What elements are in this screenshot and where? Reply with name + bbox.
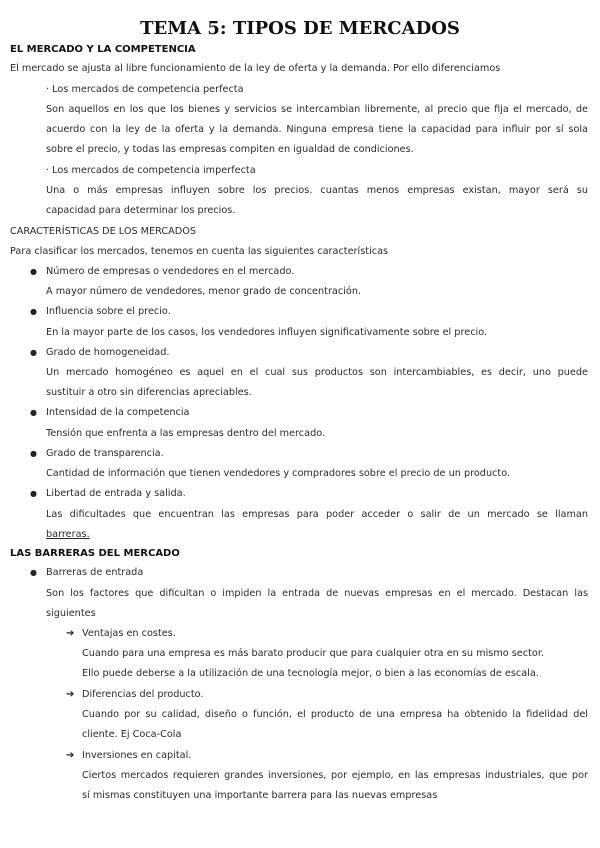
arrow-right-icon: ➔ xyxy=(66,689,75,700)
bullet-icon: ● xyxy=(30,568,37,577)
perfect-competition-line-1: Son aquellos en los que los bienes y servicios se intercambian libremente, al precio que fija el mercado, de xyxy=(46,104,588,115)
char-intensidad-line-1: Tensión que enfrenta a las empresas dentro del mercado. xyxy=(46,428,326,439)
imperfect-competition-line-2: capacidad para determinar los precios. xyxy=(46,205,236,216)
bullet-icon: ● xyxy=(30,449,37,458)
ventajas-costes-title: Ventajas en costes. xyxy=(82,628,176,639)
perfect-competition-label: · Los mercados de competencia perfecta xyxy=(46,84,244,95)
inversiones-capital-title: Inversiones en capital. xyxy=(82,750,192,761)
arrow-right-icon: ➔ xyxy=(66,750,75,761)
arrow-right-icon: ➔ xyxy=(66,628,75,639)
bullet-icon: ● xyxy=(30,267,37,276)
imperfect-competition-line-1: Una o más empresas influyen sobre los precios. cuantas menos empresas existan, mayor será su xyxy=(46,185,588,196)
perfect-competition-line-3: sobre el precio, y todas las empresas compiten en igualdad de condiciones. xyxy=(46,144,414,155)
inversiones-capital-line-1: Ciertos mercados requieren grandes inversiones, por ejemplo, en las empresas industriales, que por xyxy=(82,770,588,781)
section1-intro: El mercado se ajusta al libre funcionamiento de la ley de oferta y la demanda. Por ello diferenciamos xyxy=(10,63,501,74)
diferencias-producto-line-1: Cuando por su calidad, diseño o función, el producto de una empresa ha obtenido la fidelidad del xyxy=(82,709,588,720)
page-title: TEMA 5: TIPOS DE MERCADOS xyxy=(140,18,460,39)
perfect-competition-line-2: acuerdo con la ley de la oferta y la demanda. Ninguna empresa tiene la capacidad para influir por sí sola xyxy=(46,124,588,135)
char-libertad-line-1: Las dificultades que encuentran las empresas para poder acceder o salir de un mercado se llaman xyxy=(46,509,588,520)
section-heading-barreras: LAS BARRERAS DEL MERCADO xyxy=(10,548,180,559)
barreras-entrada-line-1: Son los factores que dificultan o impiden la entrada de nuevas empresas en el mercado. Destacan las xyxy=(46,588,588,599)
char-intensidad-title: Intensidad de la competencia xyxy=(46,407,190,418)
ventajas-costes-line-2: Ello puede deberse a la utilización de una tecnología mejor, o bien a las economías de escala. xyxy=(82,668,539,679)
char-libertad-line-2: barreras. xyxy=(46,529,90,540)
char-transparencia-line-1: Cantidad de información que tienen vendedores y compradores sobre el precio de un producto. xyxy=(46,468,511,479)
bullet-icon: ● xyxy=(30,489,37,498)
section-heading-mercado-competencia: EL MERCADO Y LA COMPETENCIA xyxy=(10,44,196,55)
char-libertad-title: Libertad de entrada y salida. xyxy=(46,488,186,499)
inversiones-capital-line-2: sí mismas constituyen una importante barrera para las nuevas empresas xyxy=(82,790,438,801)
bullet-icon: ● xyxy=(30,307,37,316)
char-empresas-title: Número de empresas o vendedores en el mercado. xyxy=(46,266,295,277)
section-heading-caracteristicas: CARACTERÍSTICAS DE LOS MERCADOS xyxy=(10,226,197,237)
char-homogeneidad-line-2: sustituir a otro sin diferencias apreciables. xyxy=(46,387,252,398)
bullet-icon: ● xyxy=(30,408,37,417)
ventajas-costes-line-1: Cuando para una empresa es más barato producir que para cualquier otra en su mismo sector. xyxy=(82,648,544,659)
diferencias-producto-line-2: cliente. Ej Coca-Cola xyxy=(82,729,182,740)
char-homogeneidad-line-1: Un mercado homogéneo es aquel en el cual sus productos son intercambiables, es decir, uno puede xyxy=(46,367,588,378)
bullet-icon: ● xyxy=(30,348,37,357)
char-influencia-title: Influencia sobre el precio. xyxy=(46,306,171,317)
char-transparencia-title: Grado de transparencia. xyxy=(46,448,164,459)
imperfect-competition-label: · Los mercados de competencia imperfecta xyxy=(46,165,256,176)
section2-intro: Para clasificar los mercados, tenemos en cuenta las siguientes características xyxy=(10,246,389,257)
barreras-entrada-line-2: siguientes xyxy=(46,608,96,619)
diferencias-producto-title: Diferencias del producto. xyxy=(82,689,204,700)
char-influencia-line-1: En la mayor parte de los casos, los vendedores influyen significativamente sobre el precio. xyxy=(46,327,488,338)
char-empresas-line-1: A mayor número de vendedores, menor grado de concentración. xyxy=(46,286,362,297)
barreras-entrada-title: Barreras de entrada xyxy=(46,567,144,578)
char-homogeneidad-title: Grado de homogeneidad. xyxy=(46,347,170,358)
